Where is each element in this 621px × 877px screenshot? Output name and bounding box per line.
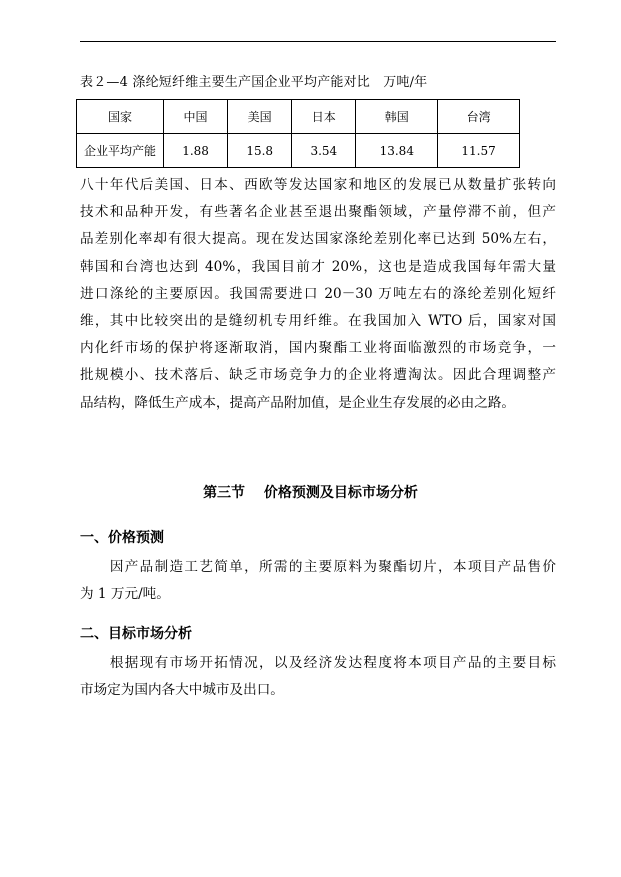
table-cell: 1.88 bbox=[164, 134, 228, 168]
capacity-table bbox=[76, 99, 520, 168]
table-header-row bbox=[77, 100, 520, 134]
table-cell: 3.54 bbox=[292, 134, 356, 168]
text-line: 市场定为国内各大中城市及出口。 bbox=[80, 682, 284, 699]
text-line: 为 1 万元/吨。 bbox=[80, 586, 170, 603]
table-cell: 13.84 bbox=[356, 134, 438, 168]
table-cell: 11.57 bbox=[438, 134, 520, 168]
section-title: 第三节 价格预测及目标市场分析 bbox=[203, 485, 418, 501]
table-row bbox=[77, 134, 520, 168]
text-line: 韩国和台湾也达到 40%，我国目前才 20%，这也是造成我国每年需大量 bbox=[80, 258, 556, 275]
text-line: 品结构，降低生产成本，提高产品附加值，是企业生存发展的必由之路。 bbox=[80, 394, 515, 411]
text-line: 批规模小、技术落后、缺乏市场竞争力的企业将遭淘汰。因此合理调整产 bbox=[80, 367, 556, 384]
text-line: 根据现有市场开拓情况，以及经济发达程度将本项目产品的主要目标 bbox=[80, 655, 556, 671]
table-cell: 中国 bbox=[164, 100, 228, 134]
text-line: 因产品制造工艺简单，所需的主要原料为聚酯切片，本项目产品售价 bbox=[80, 559, 556, 575]
text-line: 技术和品种开发，有些著名企业甚至退出聚酯领域，产量停滞不前，但产 bbox=[80, 204, 556, 221]
table-caption: 表２—4 涤纶短纤维主要生产国企业平均产能对比 万吨/年 bbox=[80, 75, 428, 90]
header-rule bbox=[80, 41, 556, 42]
table-cell: 企业平均产能 bbox=[77, 134, 164, 168]
table-cell: 台湾 bbox=[438, 100, 520, 134]
table-cell: 美国 bbox=[228, 100, 292, 134]
table-cell: 韩国 bbox=[356, 100, 438, 134]
text-line: 进口涤纶的主要原因。我国需要进口 20－30 万吨左右的涤纶差别化短纤 bbox=[80, 285, 556, 302]
target-market-paragraph bbox=[80, 650, 556, 704]
subheading-price-forecast: 一、价格预测 bbox=[80, 530, 164, 546]
table-cell: 15.8 bbox=[228, 134, 292, 168]
text-line: 内化纤市场的保护将逐渐取消，国内聚酯工业将面临激烈的市场竞争，一 bbox=[80, 340, 556, 357]
table-cell: 国家 bbox=[77, 100, 164, 134]
table-cell: 日本 bbox=[292, 100, 356, 134]
body-paragraph bbox=[80, 172, 556, 417]
price-forecast-paragraph bbox=[80, 554, 556, 608]
subheading-target-market: 二、目标市场分析 bbox=[80, 626, 192, 642]
text-line: 八十年代后美国、日本、西欧等发达国家和地区的发展已从数量扩张转向 bbox=[80, 177, 556, 193]
text-line: 维，其中比较突出的是缝纫机专用纤维。在我国加入 WTO 后，国家对国 bbox=[80, 313, 556, 330]
text-line: 品差别化率却有很大提高。现在发达国家涤纶差别化率已达到 50%左右， bbox=[80, 231, 556, 248]
